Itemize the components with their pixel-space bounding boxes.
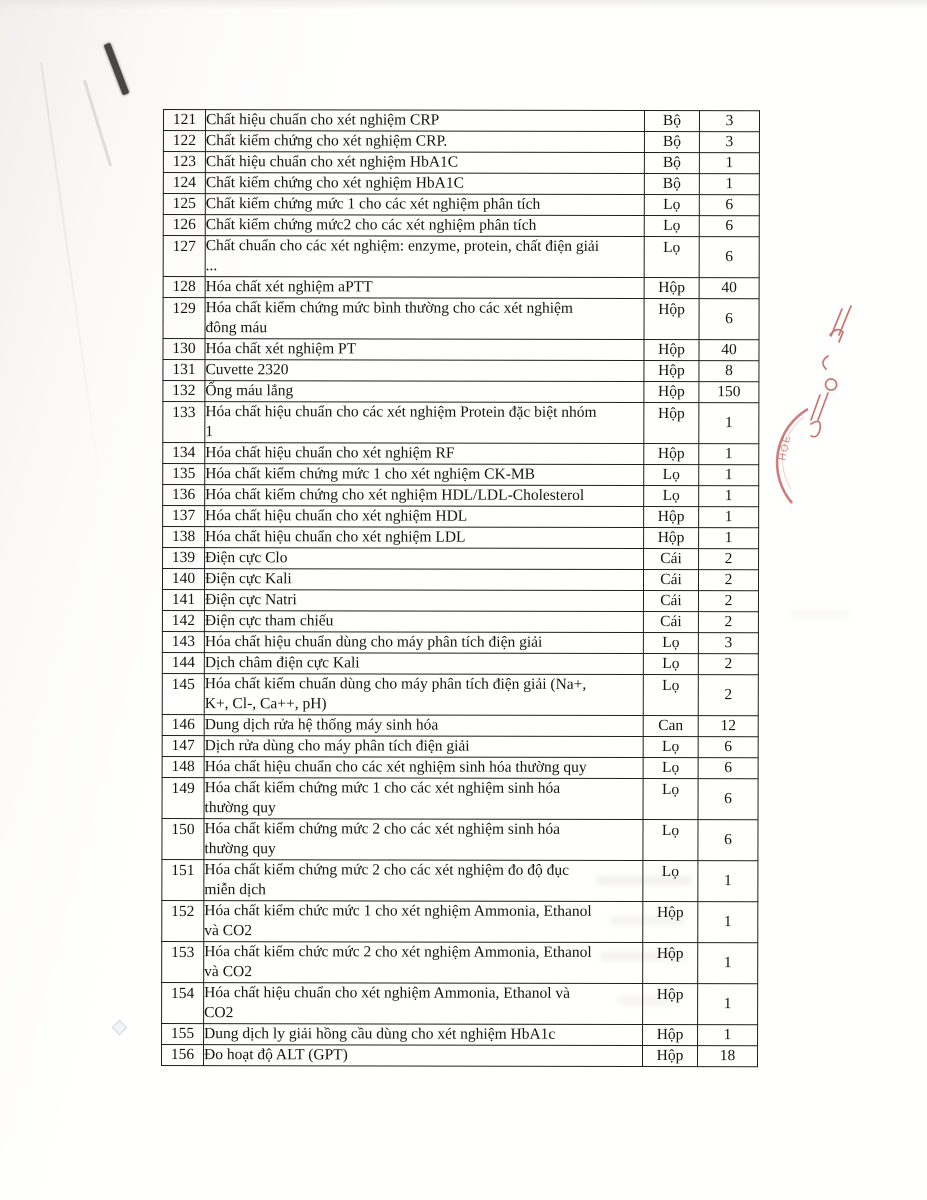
quantity-cell: 2 [698,654,758,675]
table-row [161,1044,757,1066]
row-number-cell: 130 [163,339,205,360]
description-cell: Chất chuẩn cho các xét nghiệm: enzyme, protein, chất điện giải ... [205,236,644,278]
unit-cell: Hộp [644,361,699,382]
table-row [163,173,759,195]
table-row [162,714,758,736]
scan-edge-shadow [0,0,927,10]
description-cell: Hóa chất kiểm chứng mức bình thường cho các xét nghiệm đông máu [205,298,644,340]
table-row [162,590,758,612]
description-cell: Hóa chất xét nghiệm PT [205,339,644,361]
quantity-cell: 150 [699,382,759,403]
quantity-cell: 1 [698,902,758,943]
table-row [163,194,759,216]
description-cell: Hóa chất kiểm chuẩn dùng cho máy phân tích điện giải (Na+, K+, Cl-, Ca++, pH) [204,674,643,716]
description-cell: Hóa chất kiểm chứng mức 2 cho các xét nghiệm sinh hóa thường quy [204,819,643,861]
description-cell: Chất kiểm chứng mức2 cho các xét nghiệm phân tích [205,215,644,237]
quantity-cell: 1 [698,984,758,1025]
table-row [162,569,758,591]
table-row [163,298,759,340]
table-row [162,610,758,632]
description-cell: Hóa chất kiểm chức mức 2 cho xét nghiệm Ammonia, Ethanol và CO2 [204,942,643,984]
items-table-body [161,110,759,1067]
quantity-cell: 8 [699,361,759,382]
description-cell: Điện cực Kali [204,569,643,591]
quantity-cell: 1 [699,507,759,528]
row-number-cell: 150 [162,818,204,859]
unit-cell: Lọ [643,737,698,758]
unit-cell: Hộp [644,382,699,403]
description-cell: Chất hiệu chuẩn cho xét nghiệm CRP [205,110,644,132]
table-row [163,360,759,382]
description-cell: Điện cực Natri [204,590,643,612]
quantity-cell: 3 [698,633,758,654]
quantity-cell: 1 [699,174,759,195]
table-row [162,673,758,715]
unit-cell: Cái [643,612,698,633]
quantity-cell: 40 [699,278,759,299]
unit-cell: Hộp [644,444,699,465]
row-number-cell: 127 [163,236,205,277]
table-row [162,859,758,901]
unit-cell: Hộp [644,340,699,361]
unit-cell: Lọ [643,633,698,654]
description-cell: Dịch rửa dùng cho máy phân tích điện giải [204,736,643,758]
description-cell: Chất kiểm chứng cho xét nghiệm HbA1C [205,173,644,195]
row-number-cell: 143 [162,631,204,652]
row-number-cell: 126 [163,215,205,236]
description-cell: Hóa chất hiệu chuẩn cho xét nghiệm RF [205,443,644,465]
table-row [162,982,758,1024]
unit-cell: Cái [643,591,698,612]
unit-cell: Lọ [643,675,698,716]
description-cell: Đo hoạt độ ALT (GPT) [203,1045,642,1067]
description-cell: Chất hiệu chuẩn cho xét nghiệm HbA1C [205,152,644,174]
unit-cell: Bộ [644,153,699,174]
quantity-cell: 6 [699,216,759,237]
description-cell: Điện cực tham chiếu [204,611,643,633]
quantity-cell: 1 [699,465,759,486]
unit-cell: Bộ [644,132,699,153]
unit-cell: Hộp [644,507,699,528]
table-row [163,402,759,444]
row-number-cell: 129 [163,298,205,339]
bleed-through-smudge [790,610,850,618]
row-number-cell: 123 [163,152,205,173]
quantity-cell: 2 [699,549,759,570]
unit-cell: Hộp [644,528,699,549]
description-cell: Hóa chất kiểm chứng mức 2 cho các xét nghiệm đo độ đục miễn dịch [204,860,643,902]
row-number-cell: 134 [163,443,205,464]
row-number-cell: 131 [163,360,205,381]
stamp-arc-text: HỘE [777,433,794,462]
unit-cell: Cái [644,549,699,570]
quantity-cell: 1 [698,861,758,902]
official-stamp-arc [775,409,808,503]
unit-cell: Hộp [644,299,699,340]
table-row [162,900,758,942]
description-cell: Điện cực Clo [205,548,644,570]
table-row [163,506,759,528]
row-number-cell: 145 [162,673,204,714]
unit-cell: Lọ [644,216,699,237]
unit-cell: Lọ [643,758,698,779]
quantity-cell: 1 [698,943,758,984]
description-cell: Chất kiểm chứng mức 1 cho các xét nghiệm phân tích [205,194,644,216]
description-cell: Hóa chất hiệu chuẩn dùng cho máy phân tích điện giải [204,632,643,654]
quantity-cell: 2 [698,570,758,591]
unit-cell: Lọ [643,820,698,861]
table-row [162,631,758,653]
table-row [162,818,758,860]
quantity-cell: 6 [699,299,759,340]
table-row [162,735,758,757]
row-number-cell: 137 [163,506,205,527]
table-row [163,464,759,486]
table-row [162,652,758,674]
row-number-cell: 153 [162,941,204,982]
row-number-cell: 133 [163,402,205,443]
row-number-cell: 132 [163,381,205,402]
table-row [162,941,758,983]
quantity-cell: 18 [697,1046,757,1067]
unit-cell: Hộp [644,278,699,299]
unit-cell: Hộp [643,943,698,984]
handwriting-annotation [811,306,851,437]
description-cell: Dịch châm điện cực Kali [204,653,643,675]
row-number-cell: 149 [162,777,204,818]
unit-cell: Bộ [644,174,699,195]
description-cell: Hóa chất hiệu chuẩn cho xét nghiệm Ammonia, Ethanol và CO2 [204,983,643,1025]
unit-cell: Cái [643,570,698,591]
table-row [163,215,759,237]
description-cell: Hóa chất hiệu chuẩn cho xét nghiệm LDL [205,527,644,549]
unit-cell: Lọ [643,654,698,675]
description-cell: Dung dịch rửa hệ thống máy sinh hóa [204,715,643,737]
table-row [163,443,759,465]
row-number-cell: 122 [163,131,205,152]
description-cell: Hóa chất xét nghiệm aPTT [205,277,644,299]
row-number-cell: 128 [163,277,205,298]
description-cell: Ống máu lắng [205,381,644,403]
row-number-cell: 136 [163,485,205,506]
row-number-cell: 155 [162,1023,204,1044]
table-row [163,381,759,403]
quantity-cell: 3 [699,111,759,132]
quantity-cell: 12 [698,716,758,737]
unit-cell: Lọ [644,195,699,216]
description-cell: Chất kiểm chứng cho xét nghiệm CRP. [205,131,644,153]
table-row [163,131,759,153]
quantity-cell: 1 [699,403,759,444]
unit-cell: Lọ [643,779,698,820]
table-row [163,152,759,174]
quantity-cell: 40 [699,340,759,361]
row-number-cell: 125 [163,194,205,215]
row-number-cell: 148 [162,756,204,777]
unit-cell: Lọ [644,465,699,486]
unit-cell: Can [643,716,698,737]
row-number-cell: 154 [162,982,204,1023]
row-number-cell: 121 [163,110,205,131]
description-cell: Hóa chất kiểm chức mức 1 cho xét nghiệm Ammonia, Ethanol và CO2 [204,901,643,943]
table-row [162,1023,758,1045]
table-row [163,339,759,361]
quantity-cell: 1 [699,444,759,465]
red-stamp-and-handwriting [758,293,925,518]
table-row [163,527,759,549]
quantity-cell: 1 [699,486,759,507]
quantity-cell: 6 [698,737,758,758]
description-cell: Hóa chất hiệu chuẩn cho các xét nghiệm Protein đặc biệt nhóm 1 [205,402,644,444]
table-row [163,485,759,507]
description-cell: Hóa chất hiệu chuẩn cho xét nghiệm HDL [205,506,644,528]
quantity-cell: 6 [698,820,758,861]
quantity-cell: 1 [699,528,759,549]
row-number-cell: 152 [162,900,204,941]
row-number-cell: 142 [162,610,204,631]
quantity-cell: 2 [698,591,758,612]
quantity-cell: 6 [698,779,758,820]
unit-cell: Lọ [644,237,699,278]
table-row [162,777,758,819]
table-row [163,236,759,278]
row-number-cell: 124 [163,173,205,194]
quantity-cell: 6 [698,758,758,779]
table-row [162,756,758,778]
quantity-cell: 3 [699,132,759,153]
unit-cell: Hộp [643,1025,698,1046]
row-number-cell: 138 [163,527,205,548]
unit-cell: Hộp [644,403,699,444]
unit-cell: Hộp [643,902,698,943]
quantity-cell: 1 [699,153,759,174]
description-cell: Cuvette 2320 [205,360,644,382]
description-cell: Hóa chất kiểm chứng mức 1 cho xét nghiệm CK-MB [205,464,644,486]
row-number-cell: 147 [162,735,204,756]
row-number-cell: 140 [162,569,204,590]
row-number-cell: 141 [162,590,204,611]
description-cell: Hóa chất kiểm chứng cho xét nghiệm HDL/LDL-Cholesterol [205,485,644,507]
table-row [163,110,759,132]
table-row [163,548,759,570]
quantity-cell: 6 [699,237,759,278]
row-number-cell: 151 [162,859,204,900]
unit-cell: Lọ [644,486,699,507]
unit-cell: Hộp [643,984,698,1025]
description-cell: Hóa chất kiểm chứng mức 1 cho các xét nghiệm sinh hóa thường quy [204,778,643,820]
quantity-cell: 6 [699,195,759,216]
unit-cell: Bộ [644,111,699,132]
description-cell: Dung dịch ly giải hồng cầu dùng cho xét nghiệm HbA1c [204,1024,643,1046]
row-number-cell: 156 [161,1044,203,1065]
table-row [163,277,759,299]
quantity-cell: 2 [698,675,758,716]
row-number-cell: 139 [163,548,205,569]
description-cell: Hóa chất hiệu chuẩn cho các xét nghiệm sinh hóa thường quy [204,757,643,779]
quantity-cell: 1 [698,1025,758,1046]
unit-cell: Hộp [642,1046,697,1067]
row-number-cell: 135 [163,464,205,485]
row-number-cell: 146 [162,714,204,735]
unit-cell: Lọ [643,861,698,902]
supplies-table [161,109,760,1067]
quantity-cell: 2 [698,612,758,633]
row-number-cell: 144 [162,652,204,673]
